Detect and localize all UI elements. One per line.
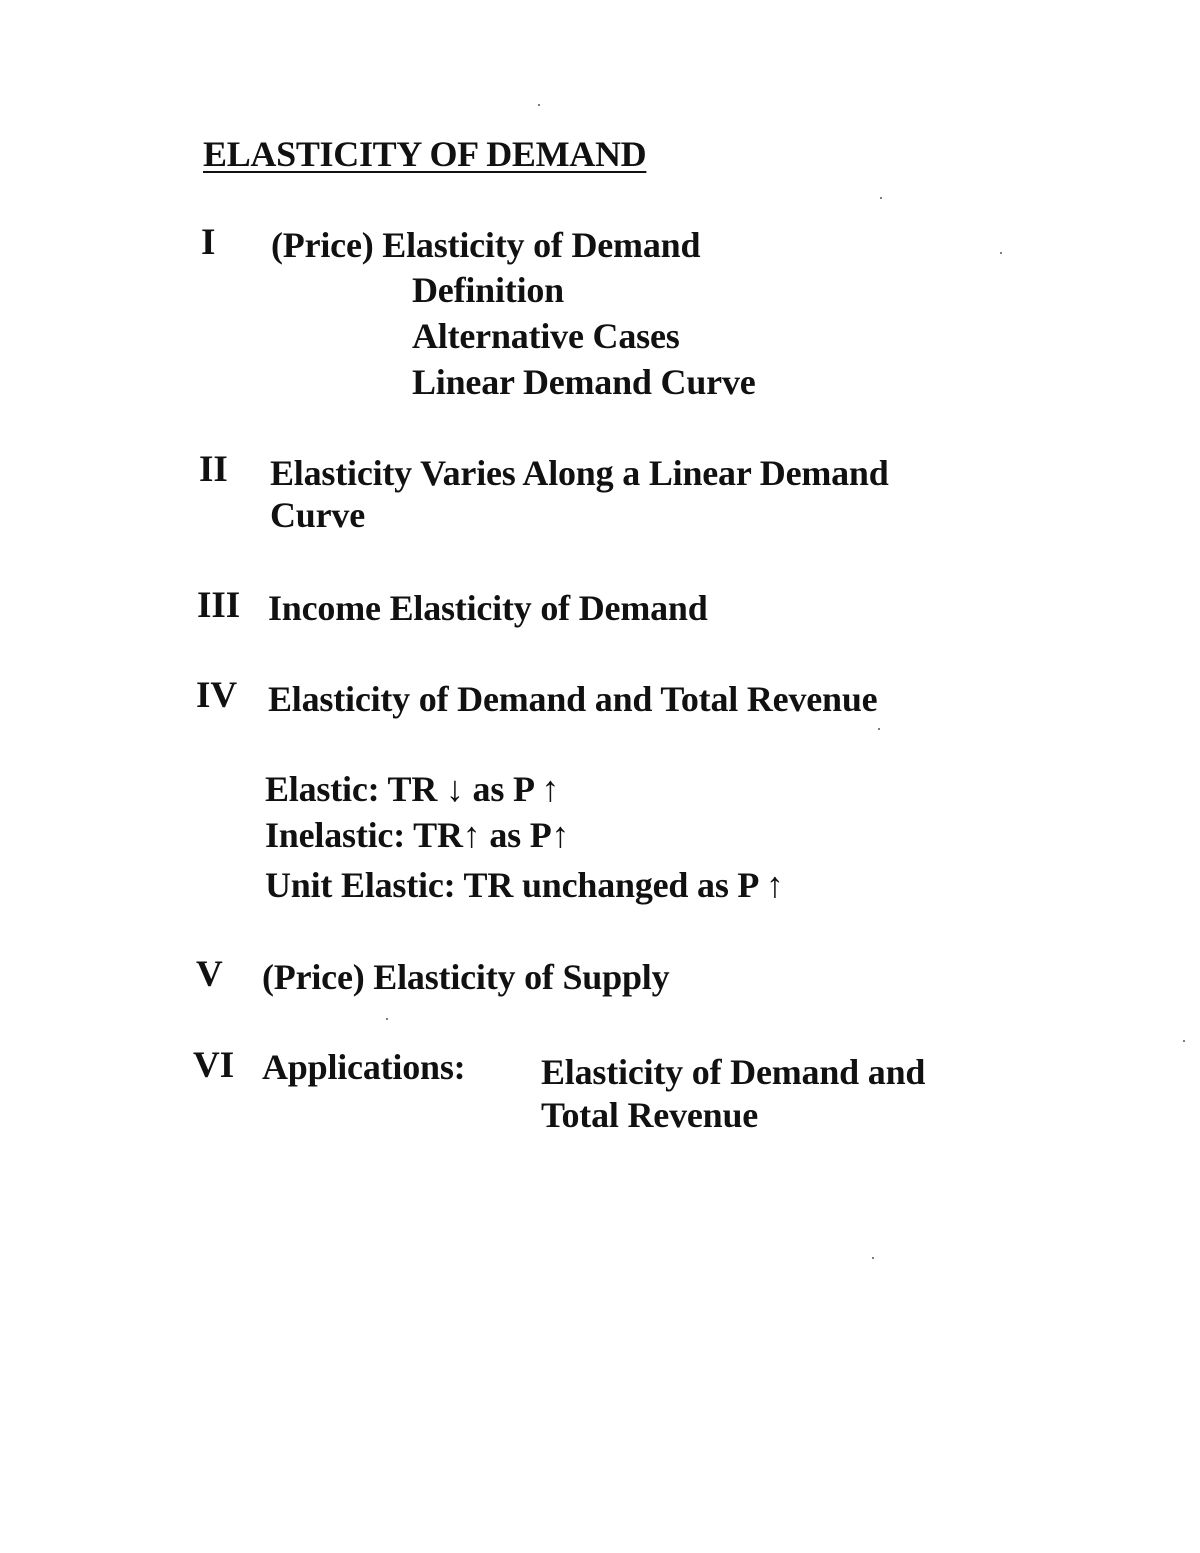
section-3-numeral: III: [197, 585, 241, 626]
section-1-heading: (Price) Elasticity of Demand: [271, 225, 701, 265]
rule-inelastic: Inelastic: TR↑ as P↑: [265, 815, 570, 855]
section-4-numeral: IV: [196, 675, 238, 716]
section-2-heading-line2: Curve: [270, 495, 365, 535]
section-6-detail-line2: Total Revenue: [541, 1095, 759, 1135]
section-2-numeral: II: [199, 449, 228, 490]
section-6-detail-line1: Elasticity of Demand and: [541, 1052, 926, 1092]
rule-unit-elastic: Unit Elastic: TR unchanged as P ↑: [265, 865, 784, 905]
section-1-numeral: I: [201, 222, 216, 263]
scan-speck: [1183, 1040, 1185, 1042]
section-4-heading: Elasticity of Demand and Total Revenue: [268, 679, 878, 719]
section-6-numeral: VI: [193, 1045, 235, 1086]
section-3-heading: Income Elasticity of Demand: [268, 588, 708, 628]
scan-speck: [1000, 252, 1002, 254]
scan-speck: [872, 1257, 874, 1259]
section-6-label: Applications:: [262, 1047, 466, 1087]
rule-elastic: Elastic: TR ↓ as P ↑: [265, 769, 560, 809]
section-1-subitem-definition: Definition: [412, 270, 565, 310]
scan-speck: [878, 728, 880, 730]
section-5-heading: (Price) Elasticity of Supply: [262, 957, 670, 997]
scan-speck: [538, 104, 540, 106]
scan-speck: [880, 197, 882, 199]
section-1-subitem-linear-demand-curve: Linear Demand Curve: [412, 362, 756, 402]
page-title: ELASTICITY OF DEMAND: [203, 134, 647, 174]
section-1-subitem-alternative-cases: Alternative Cases: [412, 316, 680, 356]
section-5-numeral: V: [196, 954, 223, 995]
scan-speck: [386, 1018, 388, 1020]
section-2-heading-line1: Elasticity Varies Along a Linear Demand: [270, 453, 889, 493]
